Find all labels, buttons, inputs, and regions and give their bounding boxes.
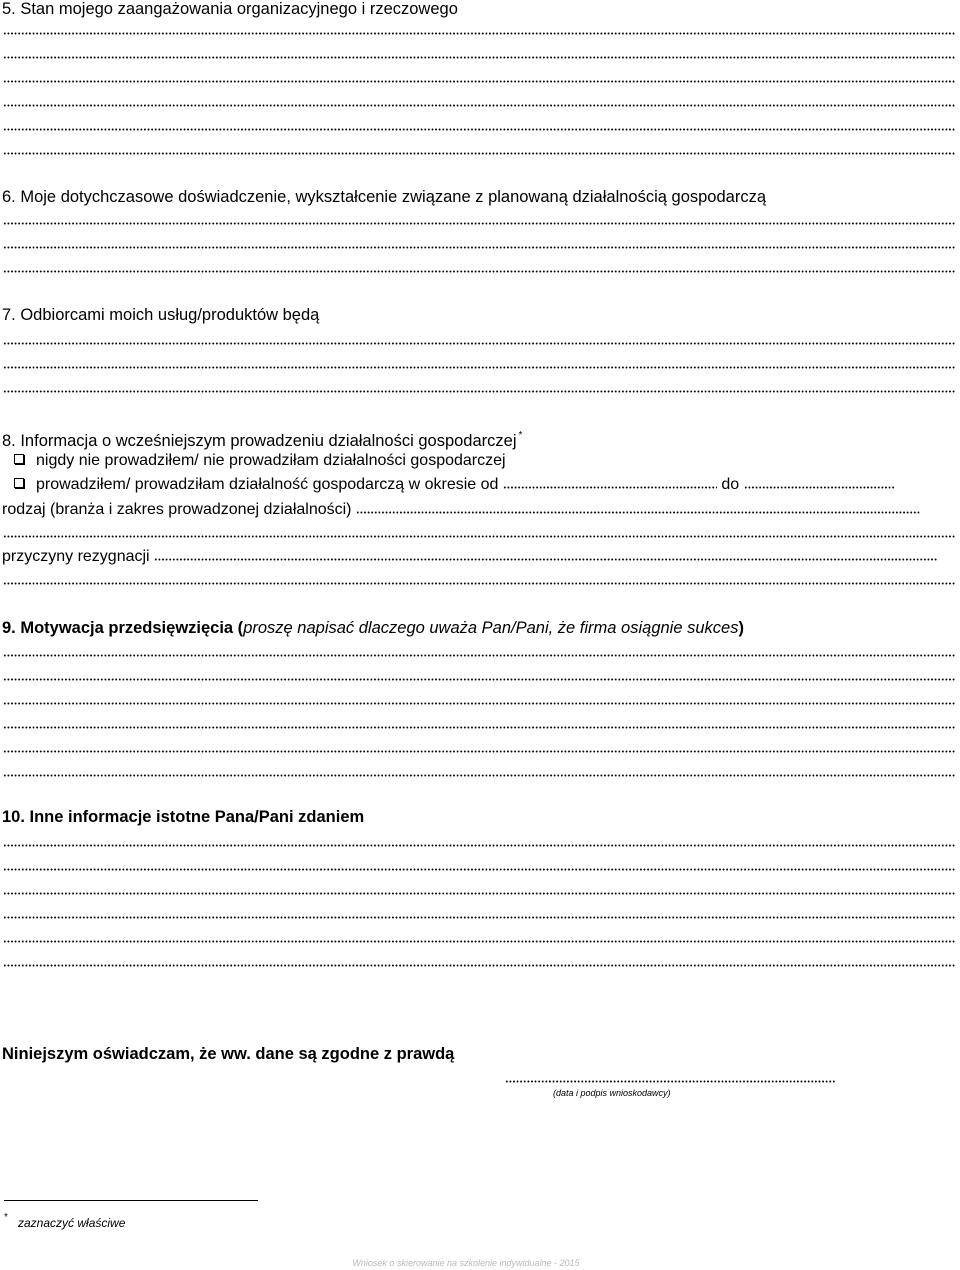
- answer-line[interactable]: [3, 80, 956, 83]
- signature-caption: (data i podpis wnioskodawcy): [553, 1088, 671, 1098]
- section9-title-bold: 9. Motywacja przedsięwzięcia (: [2, 619, 244, 637]
- answer-line[interactable]: [3, 940, 956, 943]
- period-from-field[interactable]: [503, 486, 717, 489]
- option2-label: prowadziłem/ prowadziłam działalność gospodarczą w okresie od: [36, 476, 499, 493]
- section8-title: [2, 427, 956, 450]
- answer-line[interactable]: [3, 104, 956, 107]
- answer-line[interactable]: [3, 868, 956, 871]
- answer-line[interactable]: [3, 366, 956, 369]
- footnote-text: zaznaczyć właściwe: [18, 1216, 126, 1230]
- section6-title: 6. Moje dotychczasowe doświadczenie, wykształcenie związane z planowaną działalnością gospodarczą: [2, 188, 767, 206]
- rodzaj-label: rodzaj (branża i zakres prowadzonej działalności): [2, 501, 352, 518]
- answer-line[interactable]: [3, 535, 956, 538]
- answer-line[interactable]: [3, 270, 956, 273]
- section5-title: 5. Stan mojego zaangażowania organizacyjnego i rzeczowego: [2, 0, 458, 18]
- footnote-divider: [4, 1200, 258, 1201]
- przyczyny-field[interactable]: [154, 558, 938, 561]
- signature-line[interactable]: [505, 1080, 835, 1083]
- rodzaj-field[interactable]: [356, 511, 921, 514]
- footnote-asterisk: *: [518, 430, 523, 441]
- answer-line[interactable]: [3, 964, 956, 967]
- answer-line[interactable]: [3, 702, 956, 705]
- section7-title: 7. Odbiorcami moich usług/produktów będą: [2, 306, 320, 324]
- option2-to-label: do: [721, 476, 740, 493]
- option-operated-period[interactable]: [14, 476, 894, 494]
- section9-title-close: ): [738, 619, 744, 637]
- answer-line[interactable]: [3, 916, 956, 919]
- answer-line[interactable]: [3, 56, 956, 59]
- answer-line[interactable]: [3, 246, 956, 249]
- section9-title: [2, 619, 956, 637]
- answer-line[interactable]: [3, 774, 956, 777]
- answer-line[interactable]: [3, 844, 956, 847]
- option1-label: nigdy nie prowadziłem/ nie prowadziłam działalności gospodarczej: [36, 452, 506, 469]
- answer-line[interactable]: [3, 892, 956, 895]
- answer-line[interactable]: [3, 726, 956, 729]
- footnote-marker: *: [4, 1212, 8, 1223]
- answer-line[interactable]: [3, 342, 956, 345]
- section10-title: 10. Inne informacje istotne Pana/Pani zdaniem: [2, 808, 365, 826]
- answer-line[interactable]: [3, 582, 956, 585]
- page-footer: Wniosek o skierowanie na szkolenie indywidualne - 2015: [352, 1258, 580, 1268]
- rodzaj-row: [2, 501, 956, 519]
- answer-line[interactable]: [3, 390, 956, 393]
- przyczyny-row: [2, 548, 956, 566]
- answer-line[interactable]: [3, 750, 956, 753]
- answer-line[interactable]: [3, 222, 956, 225]
- answer-line[interactable]: [3, 32, 956, 35]
- answer-line[interactable]: [3, 128, 956, 131]
- answer-line[interactable]: [3, 152, 956, 155]
- option-never-operated[interactable]: [14, 452, 506, 470]
- checkbox-icon[interactable]: [14, 454, 24, 464]
- checkbox-icon[interactable]: [14, 478, 24, 488]
- przyczyny-label: przyczyny rezygnacji: [2, 548, 150, 565]
- answer-line[interactable]: [3, 678, 956, 681]
- section8-title-text: 8. Informacja o wcześniejszym prowadzeniu działalności gospodarczej: [2, 432, 517, 450]
- declaration-text: Niniejszym oświadczam, że ww. dane są zgodne z prawdą: [2, 1045, 455, 1063]
- section9-title-italic: proszę napisać dlaczego uważa Pan/Pani, że firma osiągnie sukces: [243, 619, 739, 637]
- answer-line[interactable]: [3, 654, 956, 657]
- period-to-field[interactable]: [744, 486, 894, 489]
